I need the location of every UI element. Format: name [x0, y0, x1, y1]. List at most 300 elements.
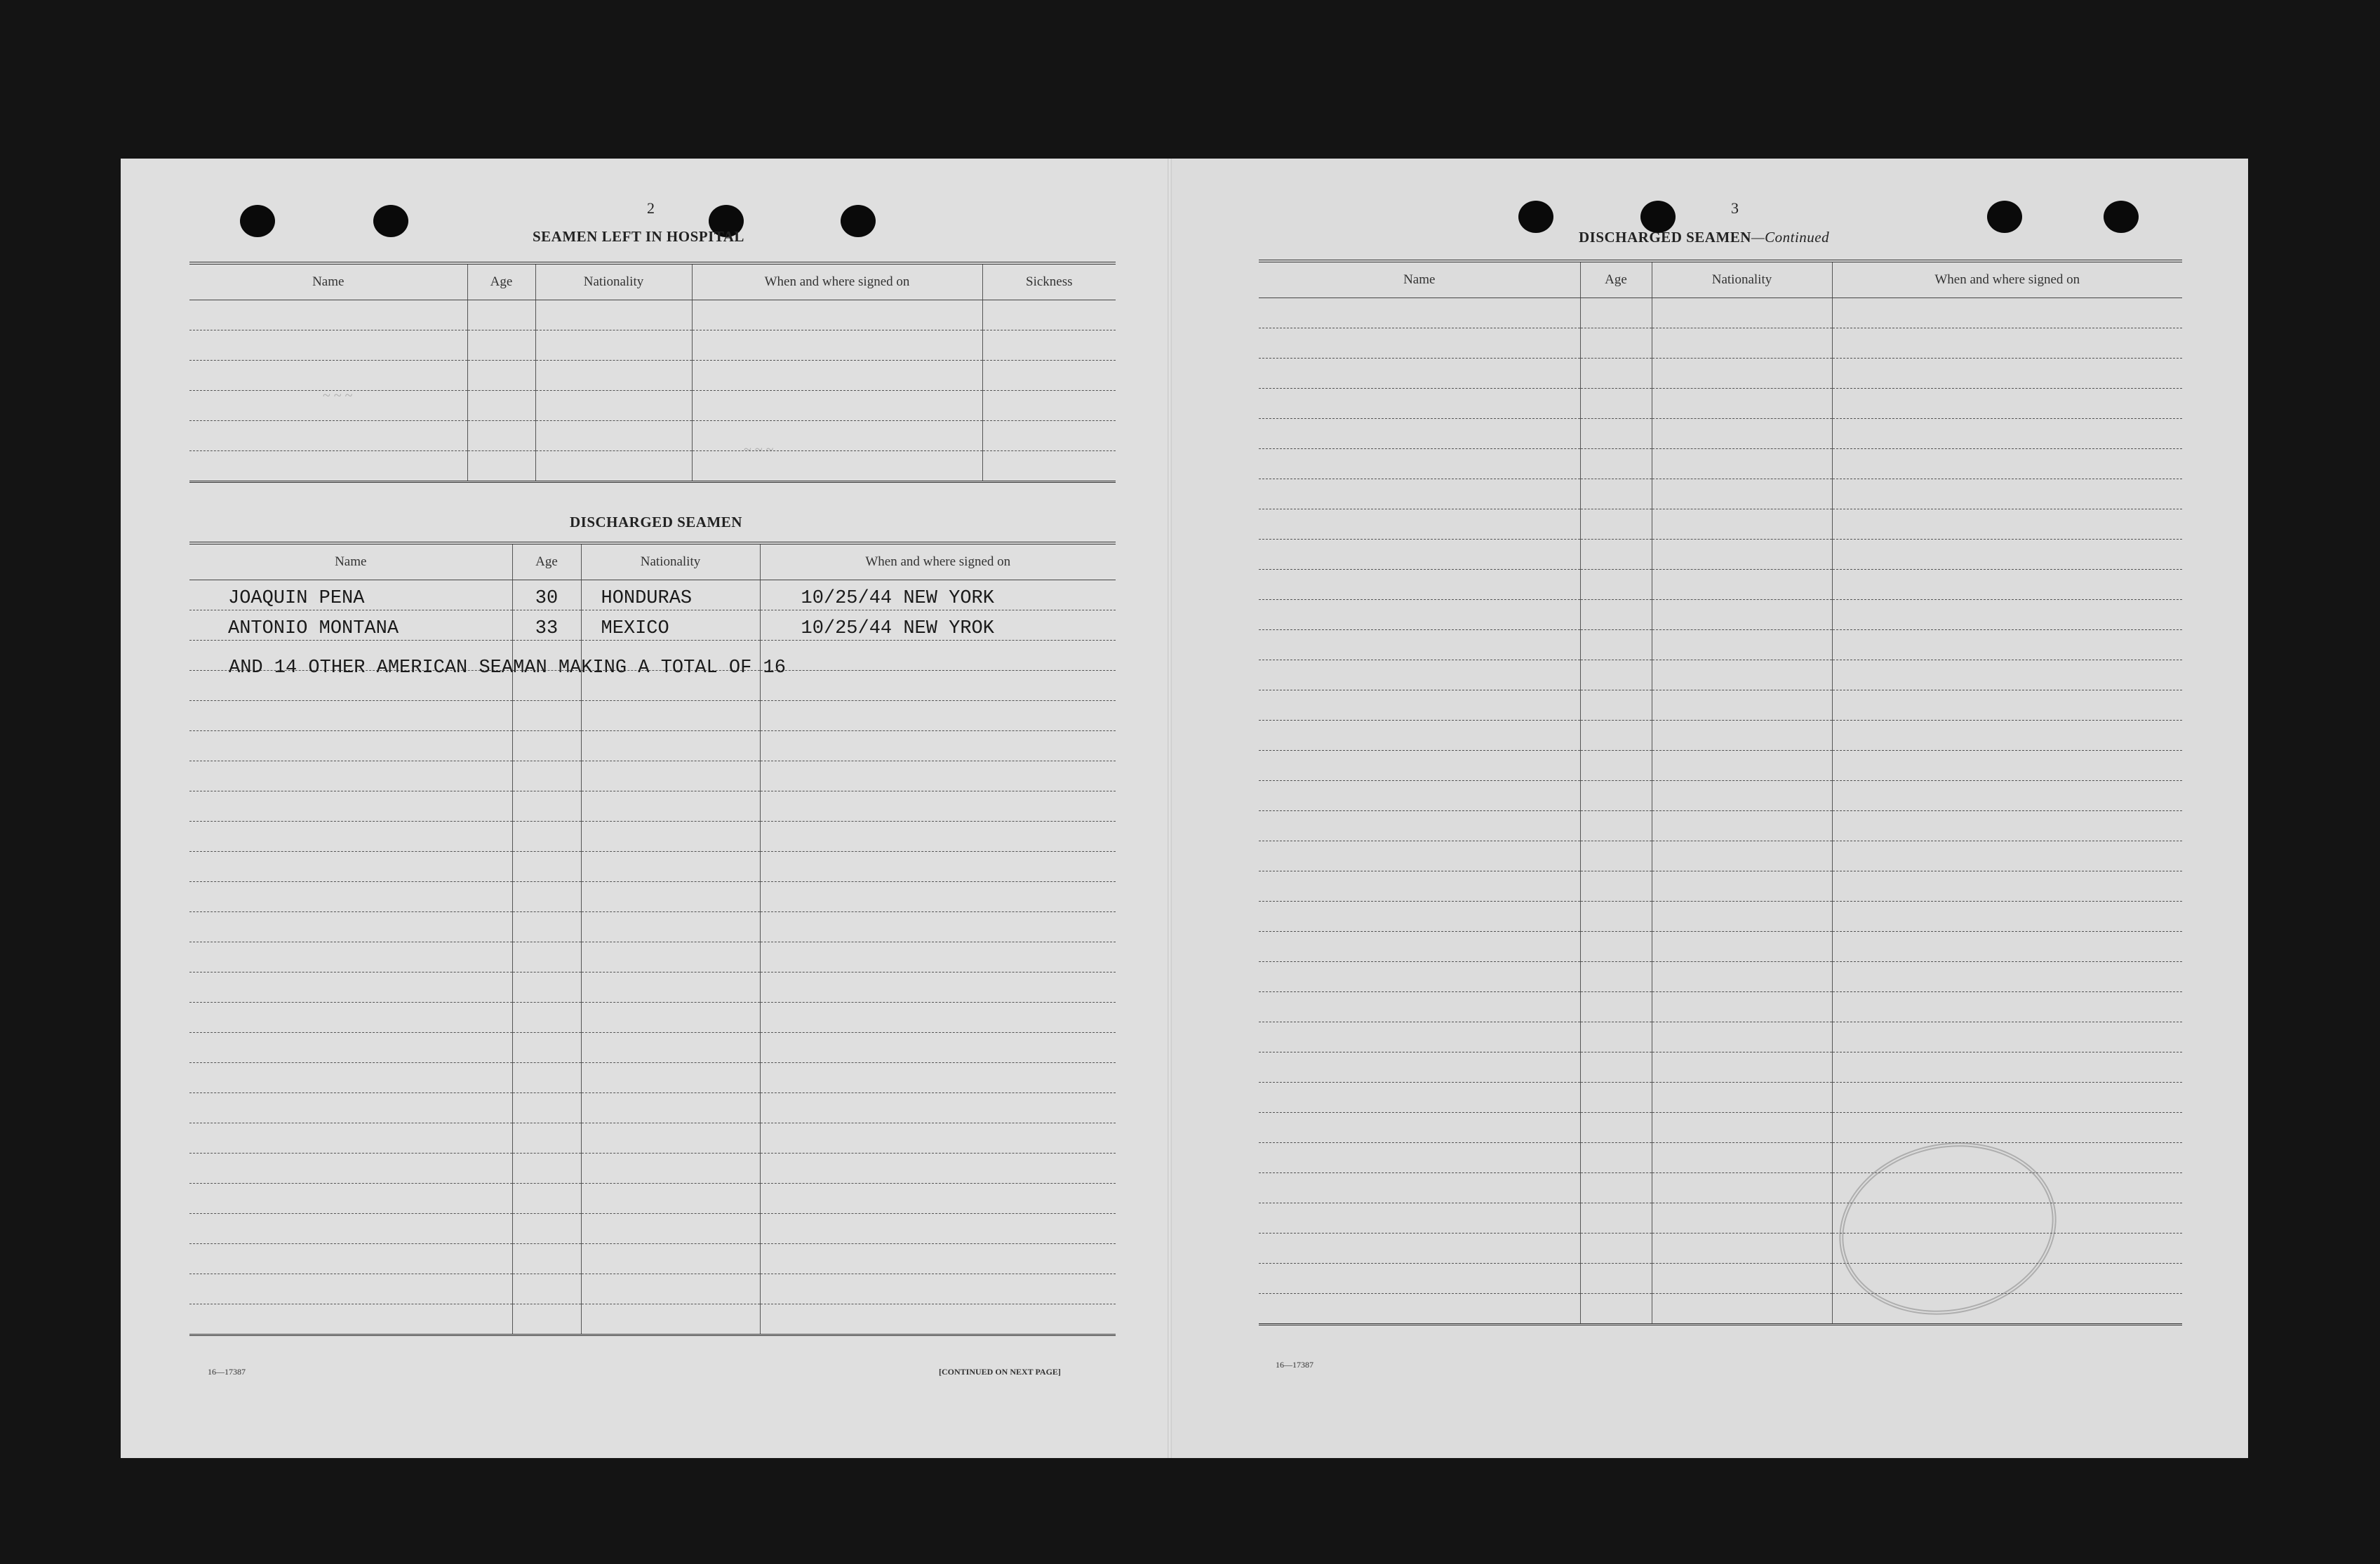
- empty-cell: [982, 451, 1116, 482]
- empty-cell: [760, 942, 1116, 973]
- hospital-table: [189, 262, 1116, 483]
- empty-cell: [1259, 1264, 1580, 1294]
- empty-cell: [1652, 811, 1832, 841]
- empty-cell: [581, 1244, 760, 1274]
- empty-cell: [581, 822, 760, 852]
- empty-cell: [1652, 540, 1832, 570]
- empty-cell: [1832, 298, 2182, 328]
- empty-cell: [1652, 751, 1832, 781]
- empty-cell: [189, 973, 512, 1003]
- empty-cell: [760, 973, 1116, 1003]
- empty-cell: [1259, 871, 1580, 902]
- empty-cell: [1259, 932, 1580, 962]
- empty-cell: [1580, 1052, 1652, 1083]
- empty-cell: [189, 1123, 512, 1154]
- empty-cell: [467, 361, 535, 391]
- empty-cell: [1259, 630, 1580, 660]
- empty-cell: [1832, 1083, 2182, 1113]
- empty-row: [189, 731, 1116, 761]
- empty-cell: [1580, 1234, 1652, 1264]
- empty-cell: [189, 330, 467, 361]
- empty-cell: [1259, 962, 1580, 992]
- empty-cell: [1259, 1203, 1580, 1234]
- empty-cell: [581, 1033, 760, 1063]
- seaman-age: 30: [512, 580, 581, 610]
- empty-cell: [1259, 690, 1580, 721]
- empty-cell: [1259, 1294, 1580, 1325]
- seaman-signed-on: 10/25/44 NEW YORK: [760, 580, 1116, 610]
- empty-cell: [189, 791, 512, 822]
- empty-cell: [189, 1214, 512, 1244]
- empty-cell: [1832, 871, 2182, 902]
- empty-cell: [189, 1093, 512, 1123]
- empty-cell: [692, 451, 982, 482]
- punch-hole: [841, 205, 876, 237]
- continued-note: [CONTINUED ON NEXT PAGE]: [939, 1367, 1061, 1377]
- empty-cell: [189, 852, 512, 882]
- empty-cell: [189, 701, 512, 731]
- empty-cell: [1832, 509, 2182, 540]
- empty-cell: [1580, 419, 1652, 449]
- column-header-name: Name: [189, 543, 512, 580]
- empty-cell: [1580, 328, 1652, 359]
- empty-cell: [1580, 630, 1652, 660]
- empty-cell: [189, 1304, 512, 1335]
- empty-cell: [982, 300, 1116, 330]
- empty-cell: [512, 912, 581, 942]
- empty-cell: [1580, 1113, 1652, 1143]
- seaman-age: 33: [512, 610, 581, 641]
- empty-cell: [467, 451, 535, 482]
- empty-row: [1259, 570, 2182, 600]
- empty-row: [1259, 359, 2182, 389]
- empty-cell: [581, 1123, 760, 1154]
- empty-cell: [512, 1093, 581, 1123]
- empty-row: [189, 330, 1116, 361]
- empty-row: [189, 300, 1116, 330]
- page-number: 2: [647, 199, 655, 217]
- empty-cell: [1580, 781, 1652, 811]
- punch-hole: [1987, 201, 2022, 233]
- empty-cell: [581, 731, 760, 761]
- empty-cell: [1580, 389, 1652, 419]
- empty-cell: [512, 1003, 581, 1033]
- empty-row: [1259, 328, 2182, 359]
- seaman-nationality: MEXICO: [581, 610, 760, 641]
- punch-hole: [2104, 201, 2139, 233]
- empty-row: [1259, 509, 2182, 540]
- empty-row: [1259, 1143, 2182, 1173]
- discharged-note: AND 14 OTHER AMERICAN SEAMAN MAKING A TOTAL OF 16: [229, 657, 786, 679]
- empty-cell: [1580, 1083, 1652, 1113]
- empty-cell: [512, 1214, 581, 1244]
- empty-cell: [581, 852, 760, 882]
- empty-cell: [760, 1093, 1116, 1123]
- empty-cell: [760, 791, 1116, 822]
- empty-cell: [1652, 509, 1832, 540]
- empty-row: [1259, 841, 2182, 871]
- empty-cell: [581, 912, 760, 942]
- empty-cell: [760, 1184, 1116, 1214]
- empty-cell: [581, 761, 760, 791]
- empty-row: [189, 912, 1116, 942]
- empty-cell: [1580, 600, 1652, 630]
- empty-cell: [1259, 751, 1580, 781]
- empty-cell: [1259, 1022, 1580, 1052]
- column-header-nationality: Nationality: [535, 263, 692, 300]
- empty-cell: [1259, 1052, 1580, 1083]
- empty-cell: [1580, 871, 1652, 902]
- empty-cell: [1652, 1143, 1832, 1173]
- empty-cell: [982, 361, 1116, 391]
- faint-bleed-through-mark: ~ ~ ~: [744, 442, 774, 457]
- empty-cell: [189, 822, 512, 852]
- empty-row: [1259, 871, 2182, 902]
- empty-row: [1259, 932, 2182, 962]
- empty-cell: [1652, 781, 1832, 811]
- empty-cell: [1259, 1083, 1580, 1113]
- empty-row: [1259, 1113, 2182, 1143]
- empty-row: [1259, 479, 2182, 509]
- column-header-sickness: Sickness: [982, 263, 1116, 300]
- column-header-name: Name: [189, 263, 467, 300]
- empty-cell: [1652, 902, 1832, 932]
- empty-cell: [1259, 811, 1580, 841]
- empty-row: [189, 1003, 1116, 1033]
- empty-cell: [189, 1033, 512, 1063]
- empty-row: [1259, 690, 2182, 721]
- empty-cell: [760, 912, 1116, 942]
- empty-cell: [1580, 298, 1652, 328]
- empty-cell: [512, 1184, 581, 1214]
- seaman-name: JOAQUIN PENA: [189, 580, 512, 610]
- empty-cell: [1580, 932, 1652, 962]
- title-suffix: —Continued: [1751, 229, 1830, 246]
- empty-row: [1259, 721, 2182, 751]
- empty-cell: [581, 1063, 760, 1093]
- empty-cell: [581, 1304, 760, 1335]
- empty-cell: [1580, 962, 1652, 992]
- column-header-nationality: Nationality: [1652, 261, 1832, 298]
- empty-cell: [1580, 811, 1652, 841]
- empty-cell: [512, 852, 581, 882]
- empty-cell: [581, 973, 760, 1003]
- empty-row: [1259, 449, 2182, 479]
- empty-row: [189, 1184, 1116, 1214]
- empty-cell: [692, 391, 982, 421]
- empty-cell: [1652, 1173, 1832, 1203]
- empty-cell: [467, 391, 535, 421]
- discharged-continued-title: [1579, 229, 1829, 246]
- empty-row: [189, 942, 1116, 973]
- empty-cell: [1580, 479, 1652, 509]
- empty-row: [189, 361, 1116, 391]
- empty-cell: [1832, 1022, 2182, 1052]
- empty-cell: [581, 1154, 760, 1184]
- empty-cell: [512, 761, 581, 791]
- empty-cell: [1832, 781, 2182, 811]
- empty-cell: [189, 421, 467, 451]
- empty-row: [189, 701, 1116, 731]
- empty-cell: [581, 1003, 760, 1033]
- empty-cell: [1259, 1113, 1580, 1143]
- empty-cell: [189, 1003, 512, 1033]
- table-row: [189, 610, 1116, 641]
- page-number: 3: [1731, 199, 1739, 217]
- empty-cell: [1652, 1264, 1832, 1294]
- empty-row: [1259, 1052, 2182, 1083]
- empty-cell: [581, 701, 760, 731]
- empty-cell: [1832, 690, 2182, 721]
- discharged-section-title: DISCHARGED SEAMEN: [570, 514, 742, 530]
- title-text: DISCHARGED SEAMEN: [1579, 229, 1751, 246]
- empty-cell: [535, 451, 692, 482]
- empty-cell: [189, 1274, 512, 1304]
- empty-cell: [1580, 1143, 1652, 1173]
- empty-cell: [982, 391, 1116, 421]
- empty-cell: [581, 791, 760, 822]
- empty-cell: [1652, 479, 1832, 509]
- empty-cell: [189, 912, 512, 942]
- empty-cell: [512, 1033, 581, 1063]
- empty-cell: [1259, 540, 1580, 570]
- empty-cell: [1580, 570, 1652, 600]
- empty-cell: [512, 1244, 581, 1274]
- empty-cell: [1652, 1234, 1832, 1264]
- empty-cell: [1652, 600, 1832, 630]
- empty-cell: [1580, 751, 1652, 781]
- empty-row: [189, 882, 1116, 912]
- table-row: [189, 580, 1116, 610]
- empty-cell: [1580, 1173, 1652, 1203]
- empty-cell: [189, 361, 467, 391]
- empty-cell: [1259, 902, 1580, 932]
- empty-cell: [1259, 359, 1580, 389]
- empty-cell: [1652, 841, 1832, 871]
- empty-cell: [1259, 781, 1580, 811]
- empty-cell: [1832, 721, 2182, 751]
- empty-cell: [760, 1244, 1116, 1274]
- empty-cell: [1259, 1234, 1580, 1264]
- empty-cell: [1259, 570, 1580, 600]
- empty-cell: [1259, 721, 1580, 751]
- empty-cell: [189, 300, 467, 330]
- empty-cell: [1259, 449, 1580, 479]
- empty-cell: [1652, 419, 1832, 449]
- empty-cell: [1580, 449, 1652, 479]
- empty-cell: [512, 731, 581, 761]
- empty-cell: [1259, 389, 1580, 419]
- empty-cell: [189, 882, 512, 912]
- empty-cell: [581, 1184, 760, 1214]
- discharged-table-body: [189, 641, 1116, 1335]
- empty-cell: [512, 1304, 581, 1335]
- empty-row: [189, 1304, 1116, 1335]
- empty-cell: [1832, 962, 2182, 992]
- empty-cell: [1580, 902, 1652, 932]
- empty-cell: [760, 671, 1116, 701]
- empty-row: [1259, 419, 2182, 449]
- empty-cell: [1832, 600, 2182, 630]
- empty-cell: [1652, 1052, 1832, 1083]
- empty-cell: [1652, 1294, 1832, 1325]
- column-header-age: Age: [512, 543, 581, 580]
- discharged-continued-table-body: [1259, 298, 2182, 1325]
- empty-cell: [1259, 600, 1580, 630]
- empty-row: [189, 1123, 1116, 1154]
- empty-row: [189, 761, 1116, 791]
- empty-cell: [1652, 1113, 1832, 1143]
- empty-cell: [692, 421, 982, 451]
- empty-cell: [1259, 841, 1580, 871]
- empty-cell: [760, 731, 1116, 761]
- empty-cell: [1259, 479, 1580, 509]
- empty-cell: [1652, 570, 1832, 600]
- empty-row: [1259, 1264, 2182, 1294]
- empty-cell: [1652, 328, 1832, 359]
- empty-cell: [1652, 630, 1832, 660]
- empty-row: [1259, 540, 2182, 570]
- empty-cell: [1832, 449, 2182, 479]
- empty-cell: [1652, 992, 1832, 1022]
- empty-cell: [1652, 389, 1832, 419]
- empty-cell: [581, 882, 760, 912]
- empty-cell: [1652, 1083, 1832, 1113]
- empty-row: [189, 1033, 1116, 1063]
- empty-cell: [1580, 721, 1652, 751]
- empty-cell: [512, 791, 581, 822]
- empty-cell: [467, 300, 535, 330]
- empty-row: [1259, 811, 2182, 841]
- empty-row: [1259, 751, 2182, 781]
- empty-cell: [581, 1214, 760, 1244]
- empty-cell: [189, 1154, 512, 1184]
- empty-cell: [760, 1003, 1116, 1033]
- empty-row: [189, 852, 1116, 882]
- empty-cell: [1652, 1203, 1832, 1234]
- empty-cell: [1259, 328, 1580, 359]
- empty-cell: [760, 1154, 1116, 1184]
- empty-cell: [1832, 751, 2182, 781]
- empty-cell: [1259, 660, 1580, 690]
- empty-cell: [189, 1244, 512, 1274]
- empty-cell: [1832, 811, 2182, 841]
- empty-cell: [1652, 871, 1832, 902]
- empty-cell: [1580, 359, 1652, 389]
- empty-cell: [1652, 660, 1832, 690]
- empty-cell: [581, 942, 760, 973]
- empty-cell: [760, 1274, 1116, 1304]
- seaman-name: ANTONIO MONTANA: [189, 610, 512, 641]
- empty-row: [189, 1063, 1116, 1093]
- empty-row: [1259, 781, 2182, 811]
- column-header-age: Age: [1580, 261, 1652, 298]
- empty-row: [189, 451, 1116, 482]
- seaman-nationality: HONDURAS: [581, 580, 760, 610]
- empty-row: [1259, 1294, 2182, 1325]
- empty-cell: [692, 330, 982, 361]
- empty-cell: [1832, 328, 2182, 359]
- empty-cell: [512, 822, 581, 852]
- empty-row: [1259, 1022, 2182, 1052]
- empty-cell: [1580, 841, 1652, 871]
- column-header-name: Name: [1259, 261, 1580, 298]
- punch-hole: [373, 205, 408, 237]
- empty-row: [189, 791, 1116, 822]
- empty-cell: [535, 391, 692, 421]
- empty-cell: [1580, 690, 1652, 721]
- empty-cell: [1832, 902, 2182, 932]
- empty-cell: [1832, 389, 2182, 419]
- empty-cell: [1259, 1173, 1580, 1203]
- empty-cell: [581, 1093, 760, 1123]
- empty-cell: [467, 330, 535, 361]
- empty-cell: [760, 761, 1116, 791]
- empty-cell: [1580, 1203, 1652, 1234]
- empty-cell: [1259, 298, 1580, 328]
- empty-cell: [1832, 630, 2182, 660]
- page-fold: [1168, 159, 1172, 1458]
- empty-cell: [512, 882, 581, 912]
- empty-cell: [189, 761, 512, 791]
- empty-cell: [1580, 992, 1652, 1022]
- column-header-signed-on: When and where signed on: [692, 263, 982, 300]
- empty-cell: [1580, 1022, 1652, 1052]
- empty-row: [1259, 660, 2182, 690]
- empty-cell: [1832, 479, 2182, 509]
- form-number: 16—17387: [1276, 1360, 1313, 1370]
- empty-cell: [760, 882, 1116, 912]
- empty-cell: [760, 641, 1116, 671]
- empty-cell: [535, 421, 692, 451]
- seaman-signed-on: 10/25/44 NEW YROK: [760, 610, 1116, 641]
- empty-cell: [1832, 932, 2182, 962]
- column-header-signed-on: When and where signed on: [760, 543, 1116, 580]
- empty-row: [1259, 962, 2182, 992]
- form-number: 16—17387: [208, 1367, 246, 1377]
- empty-cell: [535, 300, 692, 330]
- empty-row: [189, 421, 1116, 451]
- empty-cell: [692, 361, 982, 391]
- punch-hole: [1518, 201, 1553, 233]
- empty-cell: [1832, 419, 2182, 449]
- column-header-age: Age: [467, 263, 535, 300]
- empty-row: [189, 1093, 1116, 1123]
- empty-row: [189, 1154, 1116, 1184]
- empty-row: [1259, 298, 2182, 328]
- empty-cell: [1580, 1294, 1652, 1325]
- empty-cell: [760, 822, 1116, 852]
- empty-cell: [512, 1123, 581, 1154]
- empty-row: [1259, 992, 2182, 1022]
- empty-cell: [467, 421, 535, 451]
- empty-cell: [1832, 992, 2182, 1022]
- empty-row: [189, 1244, 1116, 1274]
- empty-cell: [512, 1063, 581, 1093]
- empty-cell: [189, 942, 512, 973]
- empty-cell: [760, 1123, 1116, 1154]
- empty-row: [189, 822, 1116, 852]
- empty-cell: [512, 701, 581, 731]
- empty-cell: [1259, 509, 1580, 540]
- empty-cell: [1259, 1143, 1580, 1173]
- empty-row: [189, 973, 1116, 1003]
- empty-cell: [1832, 660, 2182, 690]
- empty-cell: [1652, 449, 1832, 479]
- empty-cell: [535, 361, 692, 391]
- empty-cell: [1652, 962, 1832, 992]
- empty-cell: [692, 300, 982, 330]
